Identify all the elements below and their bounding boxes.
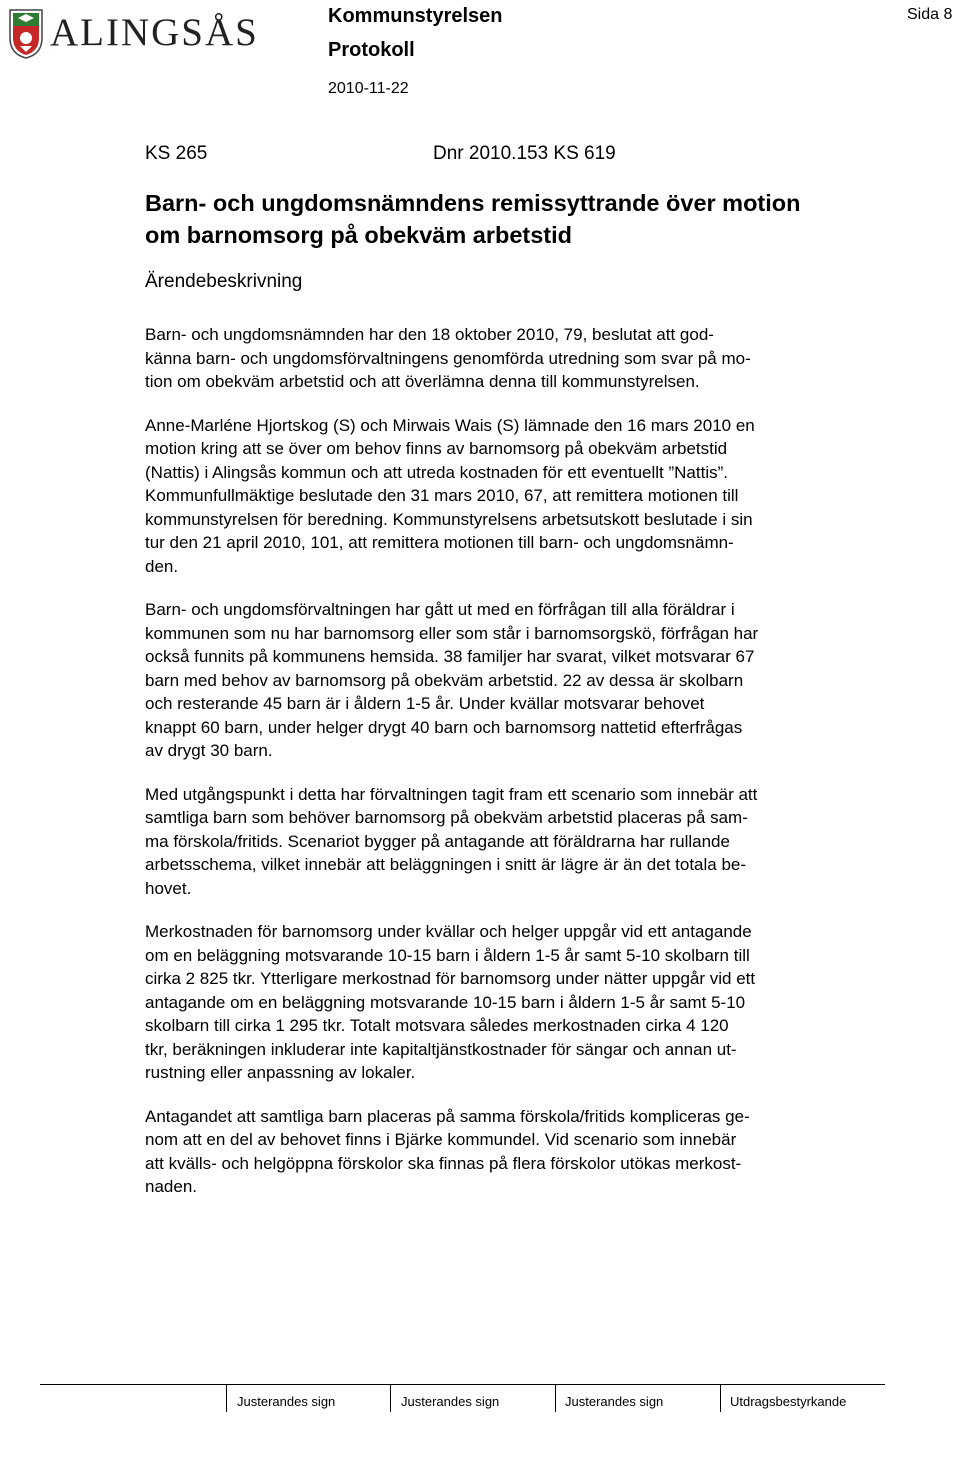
paragraph-line: Anne-Marléne Hjortskog (S) och Mirwais Wais (S) lämnade den 16 mars 2010 en [145,415,755,435]
case-reference [145,143,885,173]
ks-number: KS 265 [145,143,208,164]
paragraph-line: av drygt 30 barn. [145,741,273,760]
body-paragraph [145,1105,885,1199]
case-title-line: om barnomsorg på obekväm arbetstid [145,222,573,248]
alingsas-logo [6,2,259,64]
certification-field: Utdragsbestyrkande [730,1394,847,1409]
footer-divider [720,1384,721,1412]
paragraph-line: tkr, beräkningen inkluderar inte kapitaltjänstkostnader för sängar och annan ut- [145,1039,737,1059]
paragraph-line: samtliga barn som behöver barnomsorg på obekväm arbetstid placeras på sam- [145,808,748,827]
paragraph-line: tion om obekväm arbetstid och att överlämna denna till kommunstyrelsen. [145,372,700,391]
paragraph-line: ma förskola/fritids. Scenariot bygger på antagande att föräldrarna har rullande [145,831,730,851]
paragraph-line: (Nattis) i Alingsås kommun och att utreda kostnaden för ett eventuellt ”Nattis”. [145,462,728,482]
paragraph-line: arbetsschema, vilket innebär att beläggningen i snitt är lägre är än det totala be- [145,855,747,874]
footer-divider [226,1384,227,1412]
body-paragraph [145,414,885,579]
paragraph-line: Antagandet att samtliga barn placeras på samma förskola/fritids kompliceras ge- [145,1106,750,1126]
paragraph-line: hovet. [145,878,192,898]
org-name: Kommunstyrelsen [328,5,503,27]
paragraph-line: rustning eller anpassning av lokaler. [145,1063,416,1082]
paragraphs [145,323,885,1199]
paragraph-line: att kvälls- och helgöppna förskolor ska finnas på flera förskolor utökas merkost- [145,1153,742,1173]
paragraph-line: nom att en del av behovet finns i Bjärke kommundel. Vid scenario som innebär [145,1130,737,1149]
signature-field: Justerandes sign [401,1394,500,1409]
section-heading: Ärendebeskrivning [145,271,303,292]
footer-rule [40,1384,885,1385]
paragraph-line: Kommunfullmäktige beslutade den 31 mars 2010, 67, att remittera motionen till [145,486,739,505]
paragraph-line: skolbarn till cirka 1 295 tkr. Totalt motsvara således merkostnaden cirka 4 120 [145,1016,729,1035]
footer-divider [555,1384,556,1412]
paragraph-line: också funnits på kommunens hemsida. 38 familjer har svarat, vilket motsvarar 67 [145,647,755,666]
body-paragraph [145,323,885,394]
body-paragraph [145,783,885,901]
paragraph-line: motion kring att se över om behov finns av barnomsorg på obekväm arbetstid [145,439,728,458]
meeting-date: 2010-11-22 [328,80,409,97]
paragraph-line: Barn- och ungdomsförvaltningen har gått ut med en förfrågan till alla föräldrar i [145,600,735,619]
coat-of-arms-icon [8,8,44,60]
paragraph-line: känna barn- och ungdomsförvaltningens genomförda utredning som svar på mo- [145,348,751,368]
paragraph-line: antagande om en beläggning motsvarande 10-15 barn i åldern 1-5 år samt 5-10 [145,992,746,1012]
paragraph-line: knappt 60 barn, under helger drygt 40 barn och barnomsorg nattetid efterfrågas [145,717,743,737]
paragraph-line: Med utgångspunkt i detta har förvaltningen tagit fram ett scenario som innebär att [145,784,758,804]
paragraph-line: barn med behov av barnomsorg på obekväm arbetstid. 22 av dessa är skolbarn [145,670,744,690]
page-header [0,0,960,110]
signature-field: Justerandes sign [237,1394,336,1409]
case-title-line: Barn- och ungdomsnämndens remissyttrande över motion [145,190,801,216]
logo-wordmark: ALINGSÅS [50,11,259,54]
body-paragraph [145,920,885,1085]
paragraph-line: kommunstyrelsen för beredning. Kommunstyrelsens arbetsutskott beslutade i sin [145,509,753,529]
paragraph-line: den. [145,556,179,576]
document-type: Protokoll [328,39,415,61]
footer-divider [390,1384,391,1412]
paragraph-line: tur den 21 april 2010, 101, att remittera motionen till barn- och ungdomsnämn- [145,533,734,552]
paragraph-line: om en beläggning motsvarande 10-15 barn i åldern 1-5 år samt 5-10 skolbarn till [145,945,750,965]
paragraph-line: Merkostnaden för barnomsorg under kvällar och helger uppgår vid ett antagande [145,922,752,941]
page-number: Sida 8 [907,6,953,23]
paragraph-line: cirka 2 825 tkr. Ytterligare merkostnad för barnomsorg under nätter uppgår vid ett [145,969,756,988]
paragraph-line: naden. [145,1177,197,1196]
body-paragraph [145,598,885,763]
paragraph-line: kommunen som nu har barnomsorg eller som står i barnomsorgskö, förfrågan har [145,623,759,643]
dnr-number: Dnr 2010.153 KS 619 [433,143,616,164]
document-body [145,143,885,1199]
paragraph-line: Barn- och ungdomsnämnden har den 18 oktober 2010, 79, beslutat att god- [145,325,714,344]
signature-field: Justerandes sign [565,1394,664,1409]
case-title [145,187,885,251]
paragraph-line: och resterande 45 barn är i åldern 1-5 år. Under kvällar motsvarar behovet [145,694,705,713]
